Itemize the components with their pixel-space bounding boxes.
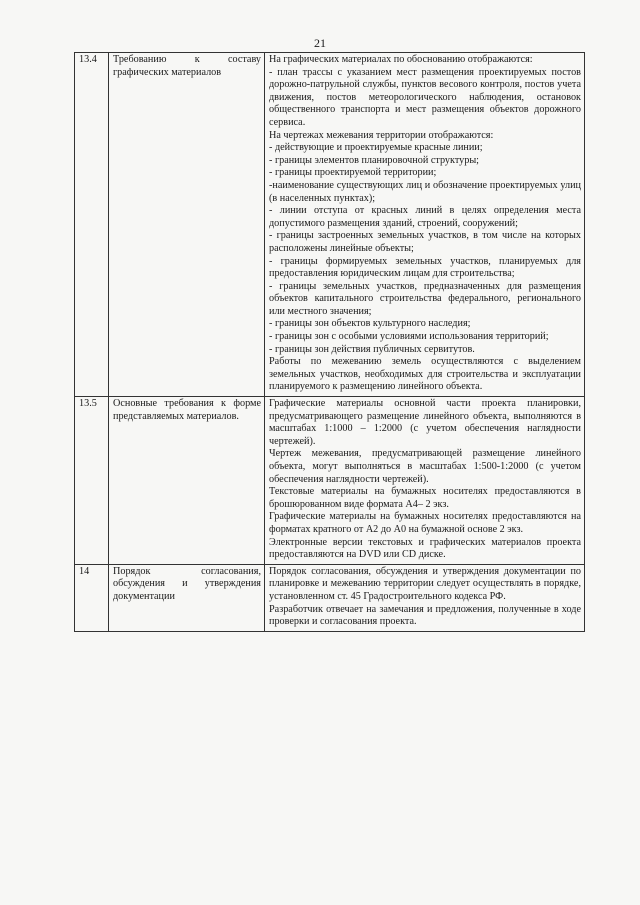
content-line: На графических материалах по обоснованию отображаются: [269,54,533,65]
content-line: - границы застроенных земельных участков, в том числе на которых расположены линейные объекты; [269,230,581,254]
requirements-table [74,52,585,632]
content-line: На чертежах межевания территории отображаются: [269,129,494,141]
table-row [75,397,585,565]
content-line: Чертеж межевания, предусматривающей размещение линейного объекта, могут выполняться в масштабах 1:500-1:2000 (с учетом обеспечения наглядности чертежей). [269,448,581,485]
content-line: - границы зон действия публичных сервитутов. [269,343,475,355]
content-line: - границы проектируемой территории; [269,167,437,179]
content-line: Графические материалы основной части проекта планировки, предусматривающего размещение линейного объекта, выполняются в масштабах 1:1000 – 1:2000 (с учетом обеспечения наглядности чертежей). [269,398,581,447]
content-line: - границы зон объектов культурного наследия; [269,318,471,330]
requirement-content [265,53,585,397]
table-row [75,53,585,397]
row-number: 13.4 [75,53,109,397]
requirement-name: Основные требования к форме представляемых материалов. [109,397,265,565]
content-line: - границы земельных участков, предназначенных для размещения объектов капитального строительства федерального, регионального или местного значения; [269,280,581,317]
content-line: Работы по межеванию земель осуществляются с выделением земельных участков, необходимых для строительства и эксплуатации планируемого к размещению линейного объекта. [269,356,581,393]
page-number: 21 [314,36,326,50]
content-line: - границы элементов планировочной структуры; [269,154,479,166]
content-line: - границы формируемых земельных участков, планируемых для предоставления юридическим лицам для строительства; [269,255,581,280]
content-line: -наименование существующих лиц и обозначение проектируемых улиц (в населенных пунктах); [269,179,581,204]
content-line: - границы зон с особыми условиями использования территорий; [269,331,549,343]
content-line: Графические материалы на бумажных носителях предоставляются на форматах кратного от А2 до А0 на бумажной основе 2 экз. [269,511,581,535]
requirement-name: Требованию к составу графических материалов [109,53,265,397]
requirement-name: Порядок согласования, обсуждения и утверждения документации [109,564,265,631]
table-row [75,564,585,631]
content-line: - действующие и проектируемые красные линии; [269,142,483,154]
row-number: 13.5 [75,397,109,565]
content-line: Текстовые материалы на бумажных носителях предоставляются в брошюрованном виде формата А4– 2 экз. [269,486,581,510]
requirement-content [265,397,585,565]
requirement-content [265,564,585,631]
content-line: - план трассы с указанием мест размещения проектируемых постов дорожно-патрульной службы, пунктов весового контроля, постов учета движения, постов метеорологического наблюдения, остановок общественного транспорта и мест размещения объектов дорожного сервиса. [269,66,581,128]
content-line: Порядок согласования, обсуждения и утверждения документации по планировке и межеванию территории следует осуществлять в порядке, установленном ст. 45 Градостроительного кодекса РФ. [269,565,581,602]
content-line: Электронные версии текстовых и графических материалов проекта предоставляются на DVD или CD диске. [269,536,581,561]
content-line: Разработчик отвечает на замечания и предложения, полученные в ходе проверки и согласования проекта. [269,603,581,628]
content-line: - линии отступа от красных линий в целях определения места допустимого размещения зданий, строений, сооружений; [269,205,581,229]
row-number: 14 [75,564,109,631]
